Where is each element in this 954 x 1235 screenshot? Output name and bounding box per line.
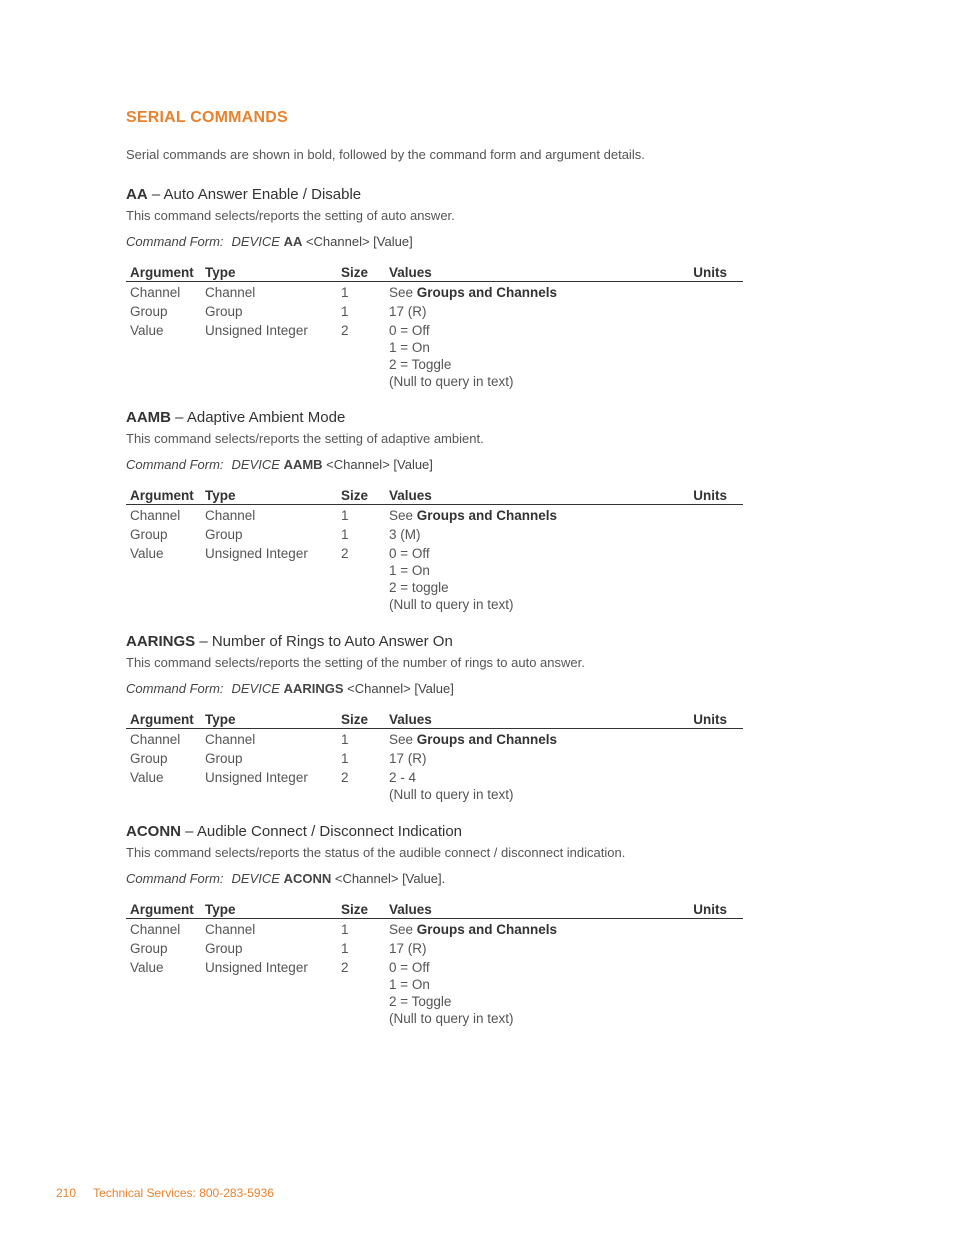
header-argument: Argument xyxy=(126,487,201,505)
header-values: Values xyxy=(385,711,683,729)
table-row xyxy=(126,505,743,525)
cell-values xyxy=(385,524,683,543)
argument-table xyxy=(126,487,743,613)
command-description: This command selects/reports the setting of auto answer. xyxy=(126,208,455,223)
command-code: AA xyxy=(126,186,148,203)
cell-units xyxy=(683,729,743,749)
value-reference: Groups and Channels xyxy=(416,922,558,937)
command-form-label: Command Form: xyxy=(126,234,224,249)
table-row xyxy=(126,729,743,749)
cell-argument: Channel xyxy=(130,922,181,937)
table-row xyxy=(126,748,743,767)
table-header-row xyxy=(126,901,743,919)
table-header-row xyxy=(126,711,743,729)
value-text: 3 (M) xyxy=(389,527,421,542)
header-values: Values xyxy=(385,901,683,919)
cell-type: Channel xyxy=(205,922,256,937)
command-code: AAMB xyxy=(126,409,171,426)
cell-values xyxy=(385,320,683,390)
value-reference: Groups and Channels xyxy=(416,285,558,300)
cell-values xyxy=(385,729,683,749)
value-text: 17 (R) xyxy=(389,751,427,766)
table-row xyxy=(126,767,743,803)
value-line: (Null to query in text) xyxy=(389,787,514,802)
command-block-aamb xyxy=(126,408,746,613)
cell-type: Channel xyxy=(205,732,256,747)
table-row xyxy=(126,919,743,939)
value-line xyxy=(389,940,679,957)
cell-argument: Group xyxy=(130,751,168,766)
table-header-row xyxy=(126,487,743,505)
command-form xyxy=(126,870,746,888)
command-form-device: DEVICE xyxy=(231,457,280,472)
value-text: See xyxy=(389,285,417,300)
command-form-label: Command Form: xyxy=(126,457,224,472)
cell-type: Group xyxy=(205,304,243,319)
cell-units xyxy=(683,938,743,957)
table-row xyxy=(126,320,743,390)
cell-values xyxy=(385,919,683,939)
header-argument: Argument xyxy=(126,711,201,729)
header-units: Units xyxy=(683,901,743,919)
cell-units xyxy=(683,919,743,939)
value-line: 1 = On xyxy=(389,977,430,992)
header-type: Type xyxy=(201,264,337,282)
value-line xyxy=(389,526,679,543)
cell-type: Unsigned Integer xyxy=(205,323,308,338)
value-text: See xyxy=(389,508,417,523)
command-form-label: Command Form: xyxy=(126,871,224,886)
section-intro: Serial commands are shown in bold, followed by the command form and argument details. xyxy=(126,147,645,162)
cell-argument: Value xyxy=(130,546,164,561)
value-line: (Null to query in text) xyxy=(389,1011,514,1026)
cell-size: 1 xyxy=(341,304,349,319)
command-description: This command selects/reports the setting of the number of rings to auto answer. xyxy=(126,655,585,670)
footer-text: Technical Services: 800-283-5936 xyxy=(93,1186,274,1200)
command-form xyxy=(126,233,746,251)
value-line xyxy=(389,731,679,748)
cell-type: Unsigned Integer xyxy=(205,960,308,975)
cell-size: 2 xyxy=(341,323,349,338)
cell-argument: Channel xyxy=(130,508,181,523)
header-type: Type xyxy=(201,487,337,505)
argument-table xyxy=(126,711,743,803)
cell-size: 1 xyxy=(341,922,349,937)
value-line xyxy=(389,545,679,562)
cell-type: Unsigned Integer xyxy=(205,546,308,561)
cell-argument: Value xyxy=(130,323,164,338)
header-argument: Argument xyxy=(126,901,201,919)
cell-values xyxy=(385,505,683,525)
cell-units xyxy=(683,282,743,302)
header-type: Type xyxy=(201,711,337,729)
argument-table xyxy=(126,901,743,1027)
header-units: Units xyxy=(683,264,743,282)
argument-table xyxy=(126,264,743,390)
cell-units xyxy=(683,957,743,1027)
value-text: 0 = Off xyxy=(389,546,430,561)
value-text: 0 = Off xyxy=(389,960,430,975)
command-title: – Audible Connect / Disconnect Indication xyxy=(181,823,463,840)
command-block-aconn xyxy=(126,822,746,1027)
table-row xyxy=(126,282,743,302)
value-text: 2 - 4 xyxy=(389,770,417,785)
command-form-code: AA xyxy=(283,234,303,249)
command-description: This command selects/reports the status of the audible connect / disconnect indication. xyxy=(126,845,626,860)
value-line: 2 = toggle xyxy=(389,580,449,595)
cell-values xyxy=(385,767,683,803)
value-reference: Groups and Channels xyxy=(416,508,558,523)
header-values: Values xyxy=(385,264,683,282)
command-form-device: DEVICE xyxy=(231,681,280,696)
value-line xyxy=(389,959,679,976)
value-line: 2 = Toggle xyxy=(389,994,452,1009)
command-heading xyxy=(126,632,746,654)
value-line xyxy=(389,769,679,786)
value-reference: Groups and Channels xyxy=(416,732,558,747)
cell-argument: Group xyxy=(130,527,168,542)
command-form-code: AARINGS xyxy=(283,681,344,696)
cell-size: 1 xyxy=(341,285,349,300)
cell-values xyxy=(385,282,683,302)
page-footer xyxy=(56,1186,288,1200)
value-line: 1 = On xyxy=(389,563,430,578)
command-form-args: <Channel> [Value] xyxy=(343,681,454,696)
value-line xyxy=(389,921,679,938)
cell-argument: Group xyxy=(130,304,168,319)
cell-argument: Value xyxy=(130,770,164,785)
cell-values xyxy=(385,301,683,320)
value-line xyxy=(389,303,679,320)
cell-units xyxy=(683,301,743,320)
value-line: 2 = Toggle xyxy=(389,357,452,372)
cell-type: Channel xyxy=(205,285,256,300)
value-line: (Null to query in text) xyxy=(389,597,514,612)
command-form xyxy=(126,680,746,698)
cell-size: 1 xyxy=(341,527,349,542)
command-block-aa xyxy=(126,185,746,390)
cell-type: Group xyxy=(205,941,243,956)
command-title: – Number of Rings to Auto Answer On xyxy=(195,633,453,650)
header-values: Values xyxy=(385,487,683,505)
cell-size: 2 xyxy=(341,960,349,975)
command-form-args: <Channel> [Value] xyxy=(302,234,413,249)
cell-type: Channel xyxy=(205,508,256,523)
value-text: 17 (R) xyxy=(389,941,427,956)
value-text: See xyxy=(389,922,417,937)
cell-size: 1 xyxy=(341,732,349,747)
value-line: (Null to query in text) xyxy=(389,374,514,389)
cell-size: 2 xyxy=(341,770,349,785)
cell-size: 2 xyxy=(341,546,349,561)
command-code: AARINGS xyxy=(126,633,196,650)
command-form-args: <Channel> [Value]. xyxy=(331,871,446,886)
command-heading xyxy=(126,408,746,430)
header-size: Size xyxy=(337,901,385,919)
cell-units xyxy=(683,748,743,767)
cell-units xyxy=(683,524,743,543)
table-row xyxy=(126,543,743,613)
header-size: Size xyxy=(337,711,385,729)
command-form xyxy=(126,456,746,474)
cell-size: 1 xyxy=(341,751,349,766)
cell-type: Group xyxy=(205,527,243,542)
cell-values xyxy=(385,748,683,767)
cell-values xyxy=(385,543,683,613)
cell-units xyxy=(683,505,743,525)
cell-units xyxy=(683,320,743,390)
section-title: SERIAL COMMANDS xyxy=(126,109,288,126)
value-line xyxy=(389,284,679,301)
header-type: Type xyxy=(201,901,337,919)
table-header-row xyxy=(126,264,743,282)
cell-argument: Group xyxy=(130,941,168,956)
command-description: This command selects/reports the setting of adaptive ambient. xyxy=(126,431,484,446)
value-line: 1 = On xyxy=(389,340,430,355)
command-form-label: Command Form: xyxy=(126,681,224,696)
value-text: 0 = Off xyxy=(389,323,430,338)
cell-values xyxy=(385,938,683,957)
value-line xyxy=(389,507,679,524)
value-text: 17 (R) xyxy=(389,304,427,319)
header-size: Size xyxy=(337,264,385,282)
value-line xyxy=(389,322,679,339)
command-title: – Auto Answer Enable / Disable xyxy=(147,186,362,203)
command-heading xyxy=(126,185,746,207)
command-form-device: DEVICE xyxy=(231,234,280,249)
command-form-code: ACONN xyxy=(283,871,332,886)
cell-size: 1 xyxy=(341,508,349,523)
cell-units xyxy=(683,543,743,613)
table-row xyxy=(126,301,743,320)
command-heading xyxy=(126,822,746,844)
cell-argument: Channel xyxy=(130,285,181,300)
cell-units xyxy=(683,767,743,803)
value-line xyxy=(389,750,679,767)
header-argument: Argument xyxy=(126,264,201,282)
command-title: – Adaptive Ambient Mode xyxy=(171,409,346,426)
command-form-args: <Channel> [Value] xyxy=(322,457,433,472)
page-number: 210 xyxy=(56,1186,77,1200)
value-text: See xyxy=(389,732,417,747)
command-form-code: AAMB xyxy=(283,457,323,472)
command-block-aarings xyxy=(126,632,746,803)
header-units: Units xyxy=(683,487,743,505)
header-size: Size xyxy=(337,487,385,505)
command-form-device: DEVICE xyxy=(231,871,280,886)
table-row xyxy=(126,524,743,543)
table-row xyxy=(126,957,743,1027)
cell-argument: Channel xyxy=(130,732,181,747)
header-units: Units xyxy=(683,711,743,729)
cell-type: Unsigned Integer xyxy=(205,770,308,785)
command-code: ACONN xyxy=(126,823,181,840)
cell-values xyxy=(385,957,683,1027)
cell-size: 1 xyxy=(341,941,349,956)
cell-argument: Value xyxy=(130,960,164,975)
table-row xyxy=(126,938,743,957)
cell-type: Group xyxy=(205,751,243,766)
